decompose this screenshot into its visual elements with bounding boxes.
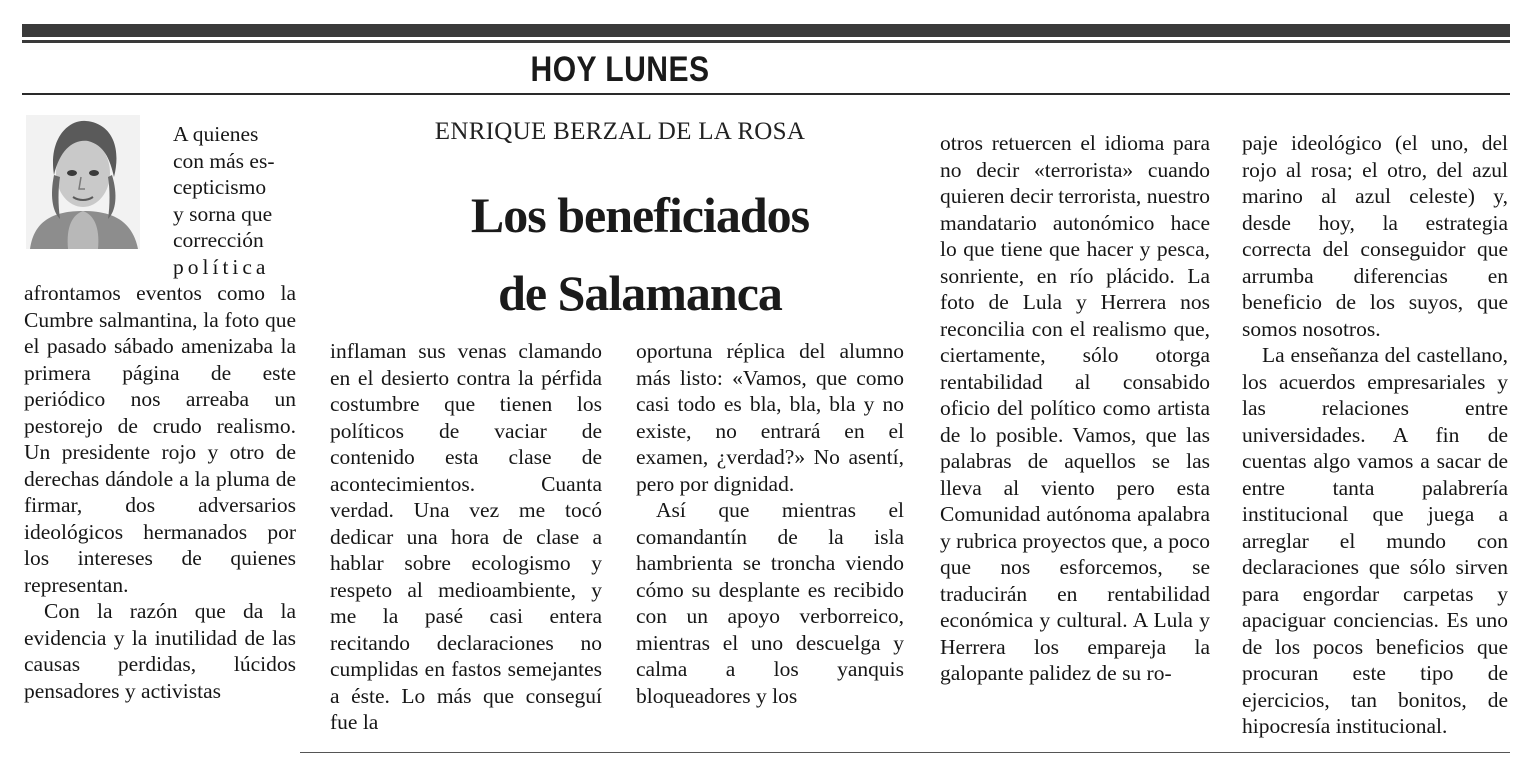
wrap-line: corrección xyxy=(173,228,264,252)
column-5 xyxy=(1242,130,1508,740)
author-portrait-icon xyxy=(26,115,140,249)
column-1-paragraph-2: Con la razón que da la evidencia y la inutilidad de las causas perdidas, lúcidos pensadores y activistas xyxy=(24,599,296,703)
wrap-line: y sorna que xyxy=(173,201,273,226)
bottom-rule xyxy=(300,752,1510,753)
byline: ENRIQUE BERZAL DE LA ROSA xyxy=(434,118,806,145)
wrap-line: con más es- xyxy=(173,148,275,173)
column-4 xyxy=(940,130,1210,687)
author-photo xyxy=(26,115,140,249)
headline-line-2: de Salamanca xyxy=(498,265,782,321)
column-5-paragraph-2: La enseñanza del castellano, los acuerdos empresariales y las relaciones entre universidades. A fin de cuentas algo vamos a sacar de entre tanta palabrería institucional que juega a arreglar el mundo con declaraciones que sólo sirven para engordar carpetas y apaciguar conciencias. Es uno de los pocos beneficios que procuran este tipo de ejercicios, tan bonitos, de hipocresía institucional. xyxy=(1242,343,1508,738)
wrap-line: A quienes xyxy=(173,122,259,146)
column-2 xyxy=(330,338,602,736)
column-1 xyxy=(24,280,296,704)
wrap-line: cepticismo xyxy=(173,175,267,199)
column-3-paragraph-2: Así que mientras el comandantín de la isla hambrienta se troncha viendo cómo su desplante es recibido con un apoyo verborreico, mientras el uno descuelga y calma a los yanquis bloqueadores y los xyxy=(636,498,904,708)
headline xyxy=(380,176,900,332)
section-title: HOY LUNES xyxy=(530,50,710,89)
column-2-paragraph: inflaman sus venas clamando en el desierto contra la pérfida costumbre que tienen los políticos de vaciar de contenido esta clase de acontecimientos. Cuanta verdad. Una vez me tocó dedicar una hora de clase a hablar sobre ecologismo y respeto al medioambiente, y me la pasé casi entera recitando declaraciones no cumplidas en fastos semejantes a éste. Lo más que conseguí fue la xyxy=(330,339,602,734)
column-4-paragraph: otros retuercen el idioma para no decir «terrorista» cuando quieren decir terrorista, nuestro mandatario autonómico hace lo que tiene que hacer y pesca, sonriente, en río plácido. La foto de Lula y Herrera nos reconcilia con el realismo que, ciertamente, sólo otorga rentabilidad al consabido oficio del político como artista de lo posible. Vamos, que las palabras de aquellos se las lleva al viento pero esta Comunidad autónoma apalabra y rubrica proyectos que, a poco que nos esforcemos, se traducirán en rentabilidad económica y cultural. A Lula y Herrera los empareja la galopante palidez de su ro- xyxy=(940,131,1210,685)
column-3-paragraph-1: oportuna réplica del alumno más listo: «Vamos, que como casi todo es bla, bla, bla y no existe, no entrará en el examen, ¿verdad?» No asentí, pero por dignidad. xyxy=(636,339,904,496)
top-rule-thin xyxy=(22,40,1510,43)
section-rule xyxy=(22,93,1510,95)
wrap-line: política xyxy=(173,254,270,279)
column-5-paragraph-1: paje ideológico (el uno, del rojo al rosa; el otro, del azul marino al azul celeste) y, desde hoy, la estrategia correcta del conseguidor que arrumba diferencias en beneficio de los suyos, que somos nosotros. xyxy=(1242,131,1508,341)
headline-line-1: Los beneficiados xyxy=(470,187,810,243)
column-3 xyxy=(636,338,904,709)
column-1-paragraph-1: afrontamos eventos como la Cumbre salmantina, la foto que el pasado sábado amenizaba la primera página de este periódico nos arreaba un pestorejo de crudo realismo. Un presidente rojo y otro de derechas dándole a la pluma de firmar, dos adversarios ideológicos hermanados por los intereses de quienes representan. xyxy=(24,281,296,597)
top-rule-thick xyxy=(22,24,1510,37)
column-1-wrap xyxy=(173,121,296,280)
